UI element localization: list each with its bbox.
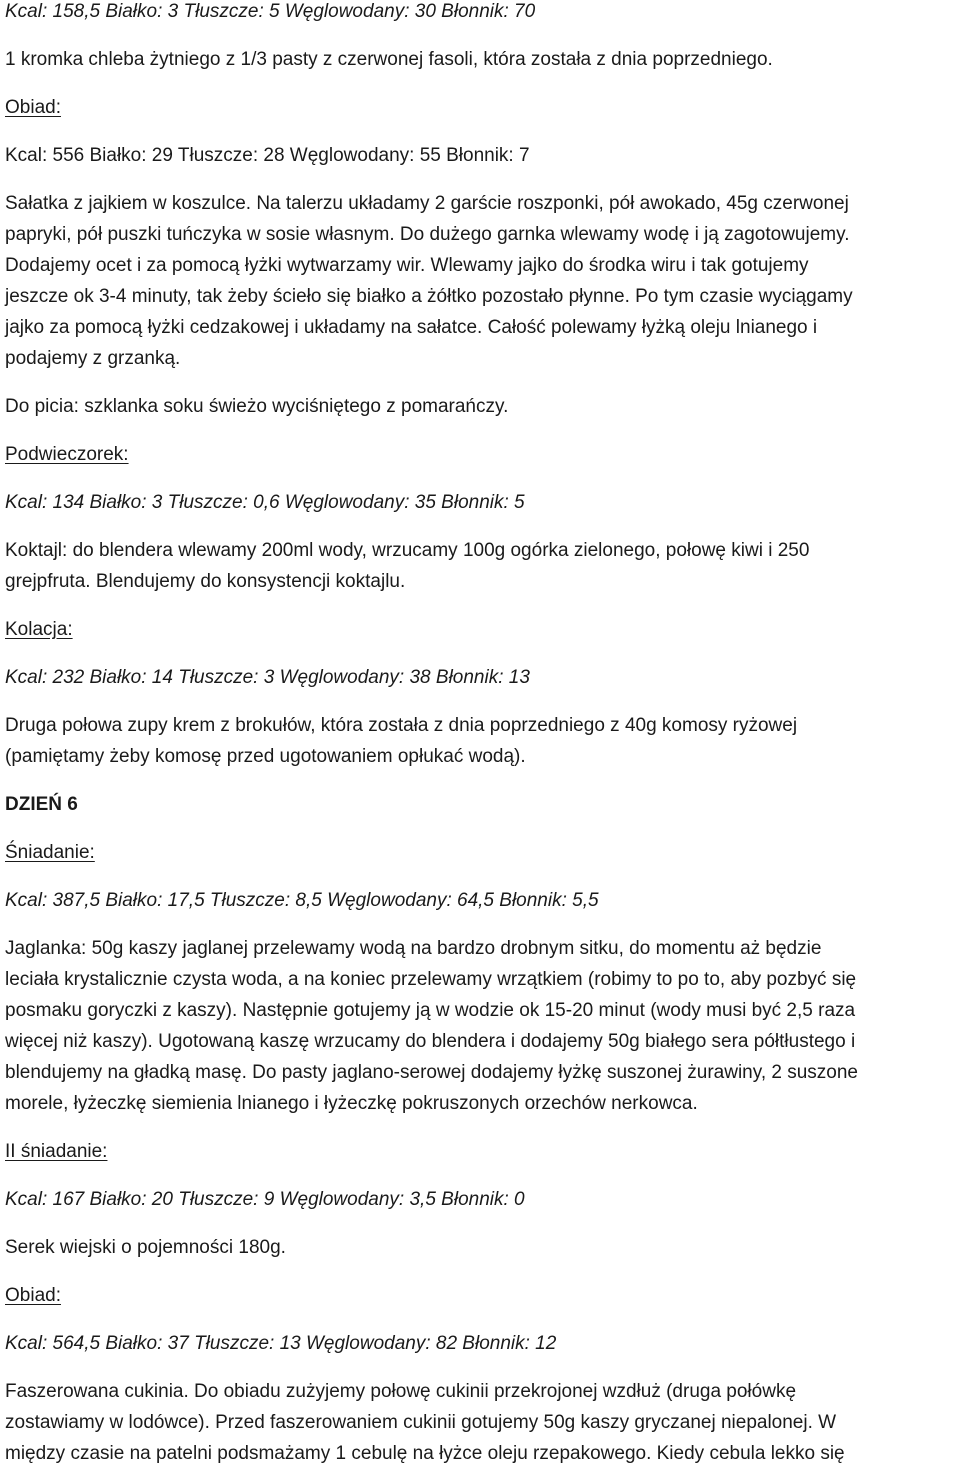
nutrition-line: Kcal: 564,5 Białko: 37 Tłuszcze: 13 Węglowodany: 82 Błonnik: 12 bbox=[5, 1333, 557, 1354]
day-heading: DZIEŃ 6 bbox=[5, 794, 78, 815]
meal-heading: Kolacja: bbox=[5, 619, 73, 640]
paragraph-line: grejpfruta. Blendujemy do konsystencji koktajlu. bbox=[5, 571, 406, 592]
nutrition-line: Kcal: 134 Białko: 3 Tłuszcze: 0,6 Węglowodany: 35 Błonnik: 5 bbox=[5, 492, 525, 513]
nutrition-line: Kcal: 556 Białko: 29 Tłuszcze: 28 Węglowodany: 55 Błonnik: 7 bbox=[5, 145, 530, 166]
nutrition-line: Kcal: 158,5 Białko: 3 Tłuszcze: 5 Węglowodany: 30 Błonnik: 70 bbox=[5, 1, 536, 22]
paragraph-line: zostawiamy w lodówce). Przed faszerowaniem cukinii gotujemy 50g kaszy gryczanej niepalonej. W bbox=[5, 1412, 837, 1433]
meal-heading: Podwieczorek: bbox=[5, 444, 129, 465]
paragraph-line: Dodajemy ocet i za pomocą łyżki wytwarzamy wir. Wlewamy jajko do środka wiru i tak gotujemy bbox=[5, 255, 809, 276]
paragraph-line: Sałatka z jajkiem w koszulce. Na talerzu układamy 2 garście roszponki, pół awokado, 45g czerwonej bbox=[5, 193, 849, 214]
paragraph-line: Jaglanka: 50g kaszy jaglanej przelewamy wodą na bardzo drobnym sitku, do momentu aż będzie bbox=[5, 938, 822, 959]
paragraph-line: jajko za pomocą łyżki cedzakowej i układamy na sałatce. Całość polewamy łyżką oleju lnianego i bbox=[5, 317, 818, 338]
paragraph-line: papryki, pół puszki tuńczyka w sosie własnym. Do dużego garnka wlewamy wodę i ją zagotowujemy. bbox=[5, 224, 850, 245]
paragraph-line: między czasie na patelni podsmażamy 1 cebulę na łyżce oleju rzepakowego. Kiedy cebula lekko się bbox=[5, 1443, 845, 1464]
paragraph-line: więcej niż kaszy). Ugotowaną kaszę wrzucamy do blendera i dodajemy 50g białego sera półtłustego i bbox=[5, 1031, 856, 1052]
paragraph-line: Do picia: szklanka soku świeżo wyciśniętego z pomarańczy. bbox=[5, 396, 509, 417]
paragraph-line: leciała krystalicznie czysta woda, a na koniec przelewamy wrzątkiem (robimy to po to, aby pozbyć się bbox=[5, 969, 857, 990]
paragraph-line: Druga połowa zupy krem z brokułów, która została z dnia poprzedniego z 40g komosy ryżowej bbox=[5, 715, 798, 736]
meal-heading: Obiad: bbox=[5, 1285, 61, 1306]
paragraph-line: Faszerowana cukinia. Do obiadu zużyjemy połowę cukinii przekrojonej wzdłuż (druga połówkę bbox=[5, 1381, 797, 1402]
paragraph-line: posmaku goryczki z kaszy). Następnie gotujemy ją w wodzie ok 15-20 minut (wody musi być 2,5 raza bbox=[5, 1000, 856, 1021]
nutrition-line: Kcal: 232 Białko: 14 Tłuszcze: 3 Węglowodany: 38 Błonnik: 13 bbox=[5, 667, 530, 688]
paragraph-line: Serek wiejski o pojemności 180g. bbox=[5, 1237, 286, 1258]
nutrition-line: Kcal: 387,5 Białko: 17,5 Tłuszcze: 8,5 Węglowodany: 64,5 Błonnik: 5,5 bbox=[5, 890, 599, 911]
paragraph-line: morele, łyżeczkę siemienia lnianego i łyżeczkę pokruszonych orzechów nerkowca. bbox=[5, 1093, 698, 1114]
paragraph-line: Koktajl: do blendera wlewamy 200ml wody, wrzucamy 100g ogórka zielonego, połowę kiwi i 250 bbox=[5, 540, 810, 561]
paragraph-line: blendujemy na gładką masę. Do pasty jaglano-serowej dodajemy łyżkę suszonej żurawiny, 2 suszone bbox=[5, 1062, 858, 1083]
meal-heading: II śniadanie: bbox=[5, 1141, 108, 1162]
meal-heading: Śniadanie: bbox=[5, 842, 95, 863]
paragraph-line: (pamiętamy żeby komosę przed ugotowaniem opłukać wodą). bbox=[5, 746, 526, 767]
paragraph-line: 1 kromka chleba żytniego z 1/3 pasty z czerwonej fasoli, która została z dnia poprzedniego. bbox=[5, 49, 773, 70]
nutrition-line: Kcal: 167 Białko: 20 Tłuszcze: 9 Węglowodany: 3,5 Błonnik: 0 bbox=[5, 1189, 525, 1210]
paragraph-line: podajemy z grzanką. bbox=[5, 348, 181, 369]
paragraph-line: jeszcze ok 3-4 minuty, tak żeby ścieło się białko a żółtko pozostało płynne. Po tym czasie wyciągamy bbox=[5, 286, 853, 307]
meal-heading: Obiad: bbox=[5, 97, 61, 118]
